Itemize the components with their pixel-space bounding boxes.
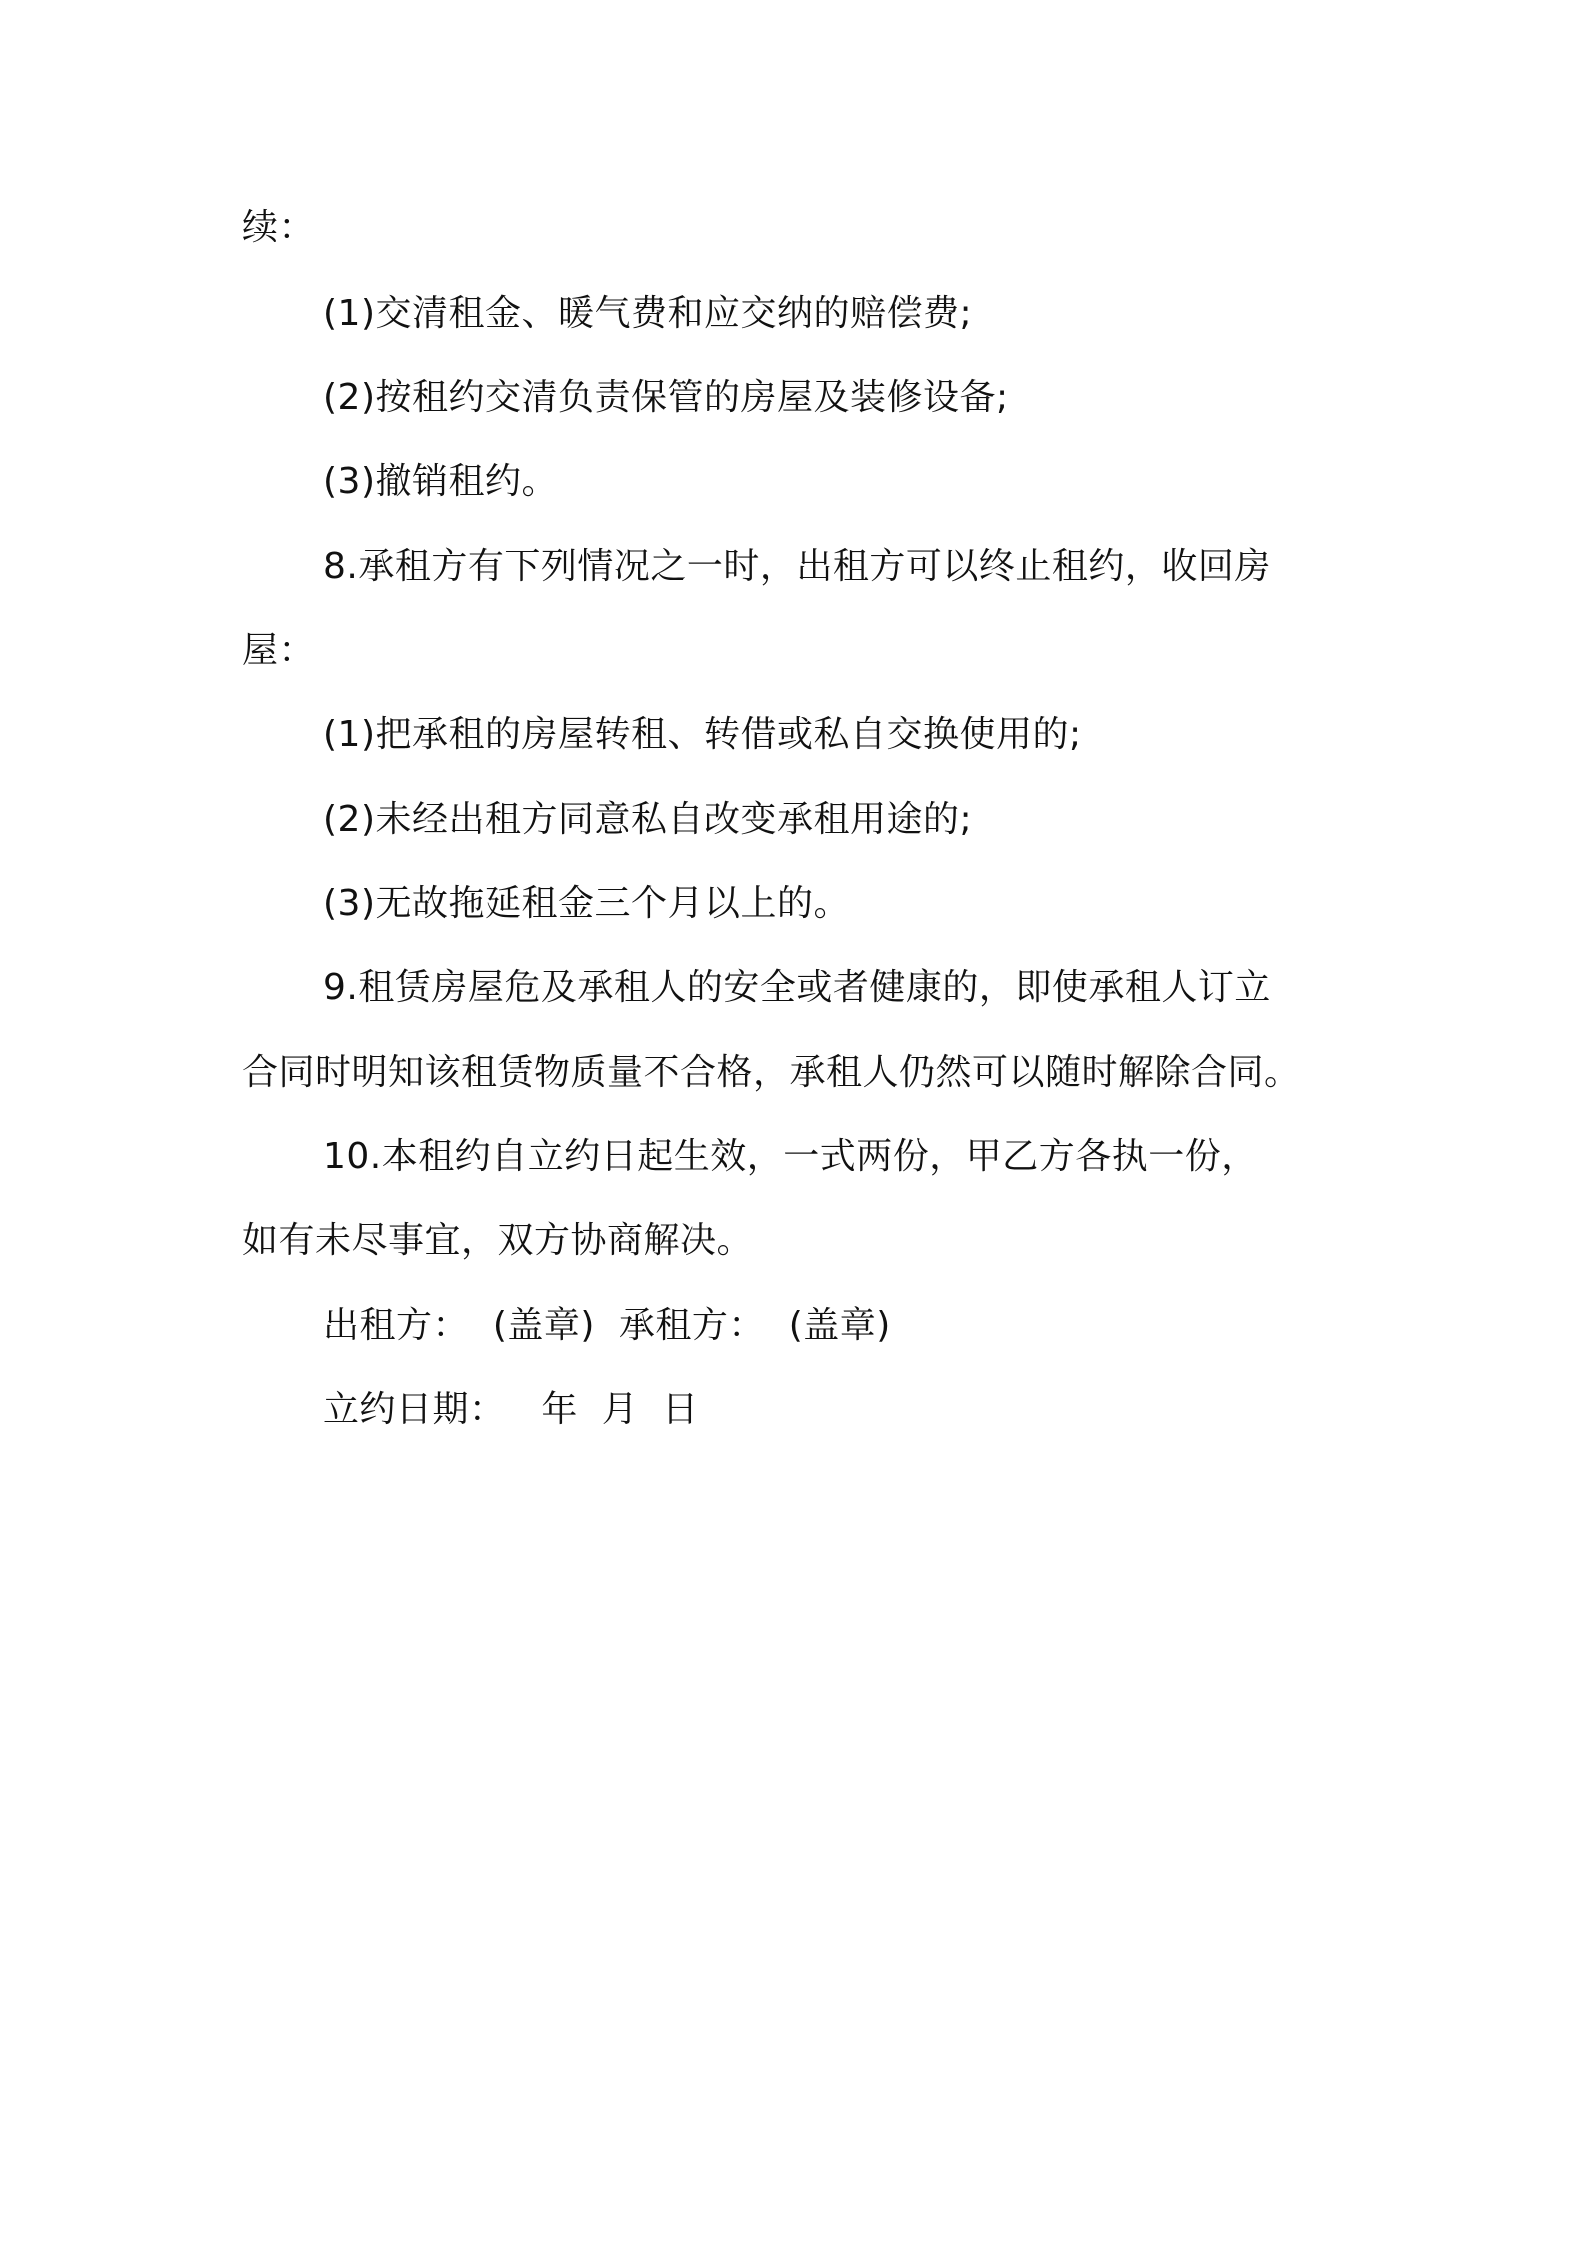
list-item-late-rent: (3)无故拖延租金三个月以上的。	[323, 883, 850, 924]
date-line: 立约日期： 年 月 日	[323, 1389, 699, 1430]
continuation-text: 续：	[242, 207, 316, 248]
clause-10-text: 10.本租约自立约日起生效，一式两份，甲乙方各执一份，	[323, 1136, 1258, 1177]
signature-line: 出租方： (盖章) 承租方： (盖章)	[323, 1305, 891, 1346]
clause-9-text: 9.租赁房屋危及承租人的安全或者健康的，即使承租人订立	[323, 967, 1271, 1008]
clause-9-continuation: 合同时明知该租赁物质量不合格，承租人仍然可以随时解除合同。	[242, 1052, 1301, 1093]
clause-8-heading: 8.承租方有下列情况之一时，出租方可以终止租约，收回房	[323, 546, 1271, 587]
list-item-sublease: (1)把承租的房屋转租、转借或私自交换使用的;	[323, 714, 1082, 755]
clause-8-continuation: 屋：	[242, 630, 316, 671]
clause-10-continuation: 如有未尽事宜，双方协商解决。	[242, 1220, 754, 1261]
list-item-change-use: (2)未经出租方同意私自改变承租用途的;	[323, 799, 973, 840]
list-item-return-house: (2)按租约交清负责保管的房屋及装修设备;	[323, 377, 1009, 418]
list-item-cancel-lease: (3)撤销租约。	[323, 461, 558, 502]
list-item-pay-rent: (1)交清租金、暖气费和应交纳的赔偿费;	[323, 293, 973, 334]
